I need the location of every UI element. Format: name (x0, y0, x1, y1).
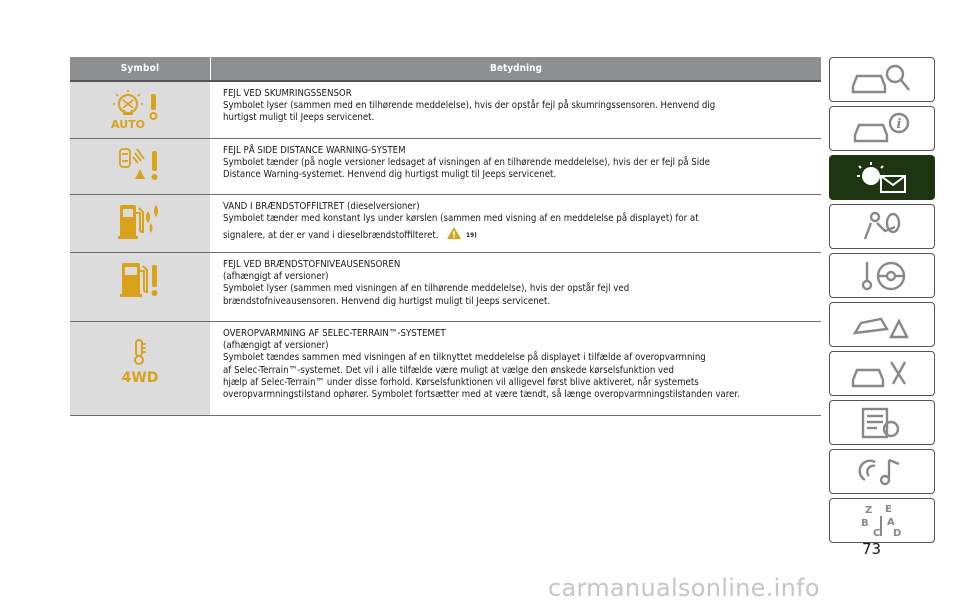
4wd-label: 4WD (121, 370, 159, 386)
row-title: FEJL VED SKUMRINGSSENSOR (223, 88, 352, 99)
watermark: carmanualsonline.info (548, 574, 820, 602)
row-text: (afhængigt af versioner) (223, 340, 329, 352)
tab-technical-specs[interactable] (829, 400, 935, 445)
row-text: Symbolet tændes sammen med visningen af en tilknyttet meddelelse på displayet i tilfælde af overopvarmning (223, 352, 706, 364)
row-text: Symbolet tænder (på nogle versioner ledsaget af visningen af en tilhørende meddelelse), hvis der er fejl på Side (223, 157, 710, 169)
row-text: overopvarmningstilstand ophører. Symbolet fortsætter med at være tændt, så længe overopvarmningstilstanden varer. (223, 389, 740, 401)
steering-wheel-key-icon (847, 258, 917, 294)
row-text: signalere, at der er vand i dieselbrændstoffilteret. (223, 230, 439, 242)
alphabetical-index-icon (847, 502, 917, 540)
side-distance-warning-icon (115, 147, 165, 185)
row-text: hjælp af Selec-Terrain™ under disse forhold. Kørselsfunktionen vil alligevel først blive aktiveret, når systemets (223, 376, 699, 388)
tab-multimedia[interactable] (829, 449, 935, 494)
svg-text:Z: Z (865, 504, 873, 516)
svg-text:B: B (861, 517, 869, 529)
row-title: OVEROPVARMNING AF SELEC-TERRAIN™-SYSTEMET (223, 328, 446, 339)
header-symbol: Symbol (70, 57, 210, 80)
table-row (70, 82, 821, 139)
svg-text:E: E (885, 503, 892, 515)
tab-index[interactable] (829, 498, 935, 543)
row-text: hurtigst muligt til Jeeps servicenet. (223, 112, 375, 124)
row-text: Symbolet lyser (sammen med en tilhørende meddelelse), hvis der opstår fejl på skumringssensoren. Henvend dig (223, 100, 716, 112)
warning-triangle-icon (447, 227, 461, 239)
multimedia-music-icon (847, 454, 917, 490)
table-row (70, 139, 821, 195)
row-text: Symbolet lyser (sammen med visningen af en tilhørende meddelelse), hvis der opstår fejl ved (223, 283, 630, 295)
car-tools-icon (847, 356, 917, 392)
tab-warning-lights[interactable] (829, 155, 935, 200)
auto-label: AUTO (111, 118, 145, 131)
water-in-diesel-filter-icon (114, 203, 166, 241)
table-header (70, 57, 821, 80)
tab-car-search[interactable] (829, 57, 935, 102)
row-text: Distance Warning-systemet. Henvend dig hurtigst muligt til Jeeps servicenet. (223, 169, 557, 181)
car-search-icon (847, 62, 917, 98)
row-text: af Selec-Terrain™-systemet. Det vil i alle tilfælde være muligt at vælge den ønskede kørselsfunktion ved (223, 364, 674, 376)
warning-lights-messages-icon (847, 160, 917, 196)
svg-text:C: C (873, 527, 881, 539)
car-info-icon (847, 111, 917, 147)
light-sensor-auto-icon (110, 90, 170, 132)
row-text: brændstofniveausensoren. Henvend dig hurtigst muligt til Jeeps servicenet. (223, 295, 551, 307)
svg-text:D: D (893, 527, 902, 539)
chapter-tabs (829, 57, 935, 547)
header-meaning: Betydning (211, 57, 821, 80)
row-text: Symbolet tænder med konstant lys under kørslen (sammen med visning af en meddelelse på displayet) for at (223, 213, 699, 225)
row-title: VAND I BRÆNDSTOFFILTRET (dieselversioner) (223, 201, 420, 212)
reference-note: 19) (466, 231, 477, 240)
row-title: FEJL PÅ SIDE DISTANCE WARNING-SYSTEM (223, 145, 406, 156)
table-row (70, 322, 821, 416)
4wd-overheat-icon (116, 338, 164, 396)
row-title: FEJL VED BRÆNDSTOFNIVEAUSENSOREN (223, 259, 401, 270)
table-row (70, 195, 821, 253)
tab-safety[interactable] (829, 204, 935, 249)
svg-text:A: A (887, 516, 895, 528)
tab-starting-driving[interactable] (829, 253, 935, 298)
tab-maintenance[interactable] (829, 351, 935, 396)
table-row (70, 253, 821, 322)
fuel-level-sensor-fault-icon (114, 261, 166, 301)
warning-lights-table (70, 57, 821, 416)
page-number: 73 (862, 540, 882, 558)
tab-car-info[interactable] (829, 106, 935, 151)
svg-text:i: i (896, 116, 902, 132)
tab-emergency[interactable] (829, 302, 935, 347)
airbag-person-icon (847, 209, 917, 245)
row-text: (afhængigt af versioner) (223, 271, 329, 283)
car-accident-warning-icon (847, 307, 917, 343)
specs-gear-icon (847, 405, 917, 441)
